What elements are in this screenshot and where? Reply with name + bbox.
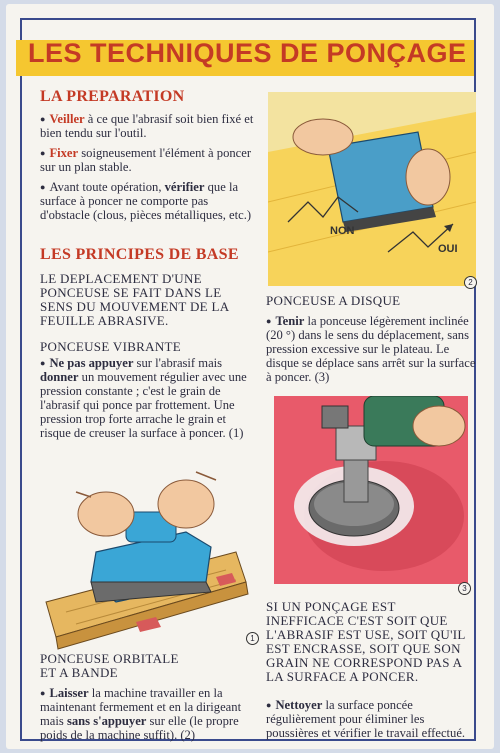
disque-text-body: la ponceuse légèrement inclinée (20 °) dans le sens du déplacement, sans pression excessive sur le plateau. Le disque se déplace sans arrêt sur la surface à poncer. (3) <box>266 314 476 384</box>
vibrating-sander-illustration <box>36 452 250 652</box>
orbitale-text <box>40 686 254 742</box>
preparation-heading: LA PREPARATION <box>40 88 185 105</box>
orbitale-lead2: sans s'appuyer <box>66 714 147 728</box>
preparation-item-3-pre: Avant toute opération, <box>49 180 165 194</box>
orbitale-heading-1: PONCEUSE ORBITALE <box>40 651 179 666</box>
vibrante-lead: Ne pas appuyer <box>49 356 134 370</box>
page-title: LES TECHNIQUES DE PONÇAGE <box>28 38 467 68</box>
orbitale-text2: sur elle (le propre poids de la machine suffit). (2) <box>40 714 239 742</box>
orbitale-lead: Laisser <box>49 686 89 700</box>
preparation-item-1-text: à ce que l'abrasif soit bien fixé et bien tendu sur l'outil. <box>40 112 254 140</box>
preparation-item-1 <box>40 112 254 140</box>
vibrante-text1: sur l'abrasif mais <box>133 356 223 370</box>
disque-lead: Tenir <box>275 314 305 328</box>
nettoyer-text <box>266 698 476 740</box>
disque-text <box>266 314 476 384</box>
vibrante-heading: PONCEUSE VIBRANTE <box>40 339 182 354</box>
nettoyer-text-body: la surface poncée régulièrement pour éliminer les poussières et vérifier le travail effectué. <box>266 698 466 740</box>
left-column <box>40 88 254 440</box>
nettoyer-lead: Nettoyer <box>275 698 323 712</box>
disque-section <box>266 294 476 384</box>
right-bottom-section <box>266 600 476 740</box>
preparation-item-2-text: soigneusement l'élément à poncer sur un plan stable. <box>40 146 252 174</box>
principes-heading: LES PRINCIPES DE BASE <box>40 246 239 263</box>
principes-intro: LE DEPLACEMENT D'UNE PONCEUSE SE FAIT DANS LE SENS DU MOUVEMENT DE LA FEUILLE ABRASIVE. <box>40 271 229 328</box>
preparation-item-3-lead: vérifier <box>164 180 205 194</box>
vibrante-text2: un mouvement régulier avec une pression constante ; c'est le grain de l'abrasif qui ponce par frottement. Une pression trop forte arrache le grain et risque de creuser la surface à poncer. (1) <box>40 370 247 440</box>
figure-2-number: 2 <box>464 276 477 289</box>
inefficace-note: SI UN PONÇAGE EST INEFFICACE C'EST SOIT QUE L'ABRASIF EST USE, SOIT QU'IL EST ENCRASSE, SOIT QUE SON GRAIN NE CORRESPOND PAS A LA SURFACE A PONCER. <box>266 599 466 684</box>
figure-1-number: 1 <box>246 632 259 645</box>
belt-sander-illustration <box>268 92 476 286</box>
vibrante-text <box>40 356 254 440</box>
preparation-item-3-text: que la surface à poncer ne comporte pas d'obstacle (clous, pièces métalliques, etc.) <box>40 180 252 222</box>
vibrante-lead2: donner <box>40 370 79 384</box>
figure-3-number: 3 <box>458 582 471 595</box>
preparation-item-1-lead: Veiller <box>49 112 85 126</box>
disc-sander-illustration <box>274 396 468 584</box>
preparation-item-2-lead: Fixer <box>49 146 79 160</box>
label-oui: OUI <box>438 243 458 255</box>
orbitale-text1: la machine travailler en la maintenant fermement et en la dirigeant mais <box>40 686 242 728</box>
orbitale-heading-2: ET A BANDE <box>40 665 118 680</box>
label-non: NON <box>330 225 355 237</box>
orbitale-section <box>40 652 254 742</box>
preparation-item-2 <box>40 146 254 174</box>
disque-heading: PONCEUSE A DISQUE <box>266 293 401 308</box>
preparation-item-3 <box>40 180 254 222</box>
page <box>6 4 494 749</box>
